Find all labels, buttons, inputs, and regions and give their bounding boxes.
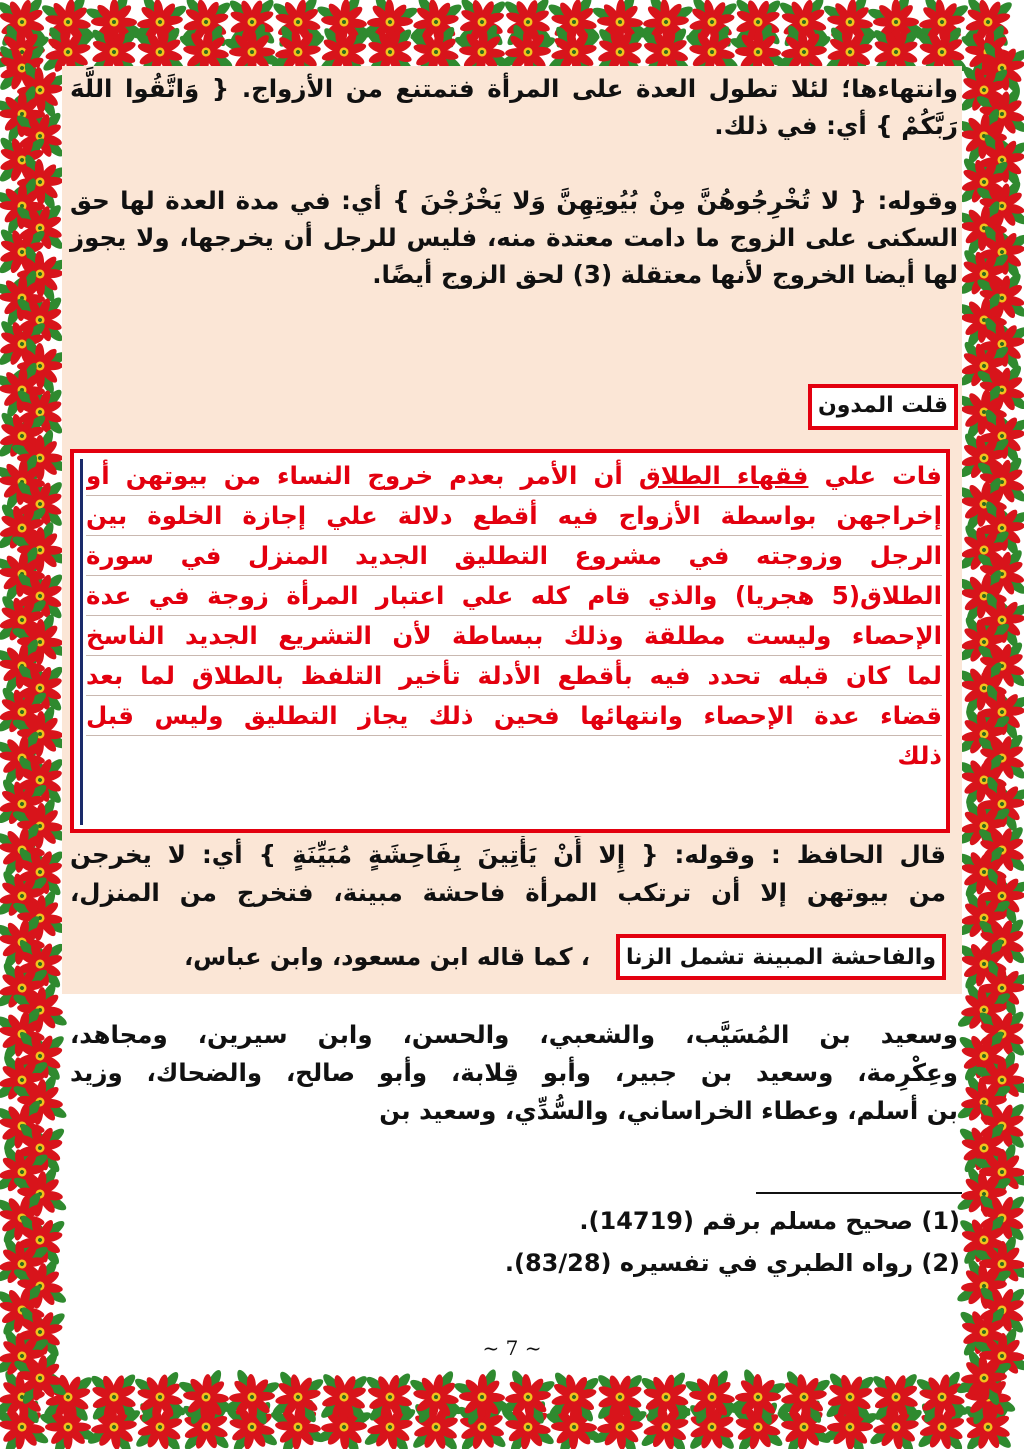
comment-text: الرجل وزوجته في مشروع التطليق الجديد المنزل في سورة <box>86 541 942 570</box>
comment-line <box>86 576 942 616</box>
comment-text: الطلاق(5 هجريا) والذي قام كله علي اعتبار المرأة زوجة في عدة <box>86 581 942 610</box>
page-content <box>62 66 962 994</box>
hafiz-line: من بيوتهن إلا أن ترتكب المرأة فاحشة مبينة، فتخرج من المنزل، <box>70 878 946 907</box>
paragraph-narrators <box>62 1016 962 1130</box>
zina-highlight-text: والفاحشة المبينة تشمل الزنا <box>625 945 936 970</box>
narrators-line: بن أسلم، وعطاء الخراساني، والسُّدِّي، وسعيد بن <box>379 1096 958 1125</box>
paragraph-verse-explanation: وقوله: { لا تُخْرِجُوهُنَّ مِنْ بُيُوتِهِنَّ وَلا يَخْرُجْنَ } أي: في مدة العدة لها حق السكنى على الزوج ما دامت معتدة منه، فليس للرجل أن يخرجها، ولا يجوز لها أيضا الخروج لأنها معتقلة (3) لحق الزوج أيضًا. <box>70 186 958 289</box>
comment-text: فات علي <box>808 461 942 490</box>
comment-line <box>86 456 942 496</box>
comment-line <box>86 656 942 696</box>
comment-box-left-rule <box>80 459 83 825</box>
blogger-comment-lines <box>86 456 942 775</box>
comment-text: الإحصاء وليست مطلقة وذلك ببساطة لأن التشريع الجديد الناسخ <box>86 621 942 650</box>
footnote-separator <box>756 1192 962 1194</box>
comment-text: لما كان قبله تحدد فيه بأقطع الأدلة تأخير التلفظ بالطلاق لما بعد <box>86 661 942 690</box>
paragraph-intro: وانتهاءها؛ لئلا تطول العدة على المرأة فتمتنع من الأزواج. { وَاتَّقُوا اللَّهَ رَبَّكُمْ } أي: في ذلك. <box>70 74 958 140</box>
comment-text: قضاء عدة الإحصاء وانتهائها فحين ذلك يجاز التطليق وليس قبل <box>86 701 942 730</box>
zina-highlight-box <box>616 934 946 980</box>
comment-text: ذلك <box>897 741 942 770</box>
blogger-label: قلت المدون <box>817 393 948 418</box>
hafiz-line: قال الحافظ : وقوله: { إِلا أَنْ يَأْتِينَ بِفَاحِشَةٍ مُبَيِّنَةٍ } أي: لا يخرجن <box>70 840 946 869</box>
comment-text: أن الأمر بعدم خروج النساء من بيوتهن أو <box>86 461 639 490</box>
zina-row <box>62 934 950 982</box>
footnote-1: (1) صحيح مسلم برقم (14719). <box>579 1207 960 1235</box>
comment-underlined-text: فقهاء الطلاق <box>638 461 809 490</box>
narrators-line: وسعيد بن المُسَيَّب، والشعبي، والحسن، وابن سيرين، ومجاهد، <box>70 1020 958 1049</box>
comment-line <box>86 496 942 536</box>
blogger-label-box <box>808 384 958 430</box>
paragraph-hafiz <box>62 836 950 912</box>
footnote-2: (2) رواه الطبري في تفسيره (83/28). <box>504 1249 960 1277</box>
comment-line <box>86 616 942 656</box>
zina-row-continuation: ، كما قاله ابن مسعود، وابن عباس، <box>184 943 590 971</box>
blogger-comment-box <box>70 449 950 833</box>
comment-line <box>86 736 942 775</box>
comment-line <box>86 696 942 736</box>
comment-line <box>86 536 942 576</box>
page-number: ~ 7 ~ <box>482 1336 542 1360</box>
narrators-line: وعِكْرِمة، وسعيد بن جبير، وأبو قِلابة، وأبو صالح، والضحاك، وزيد <box>70 1058 958 1087</box>
comment-text: إخراجهن بواسطة الأزواج فيه أقطع دلالة علي إجازة الخلوة بين <box>86 501 942 530</box>
poinsettia-icon <box>451 1366 512 1427</box>
